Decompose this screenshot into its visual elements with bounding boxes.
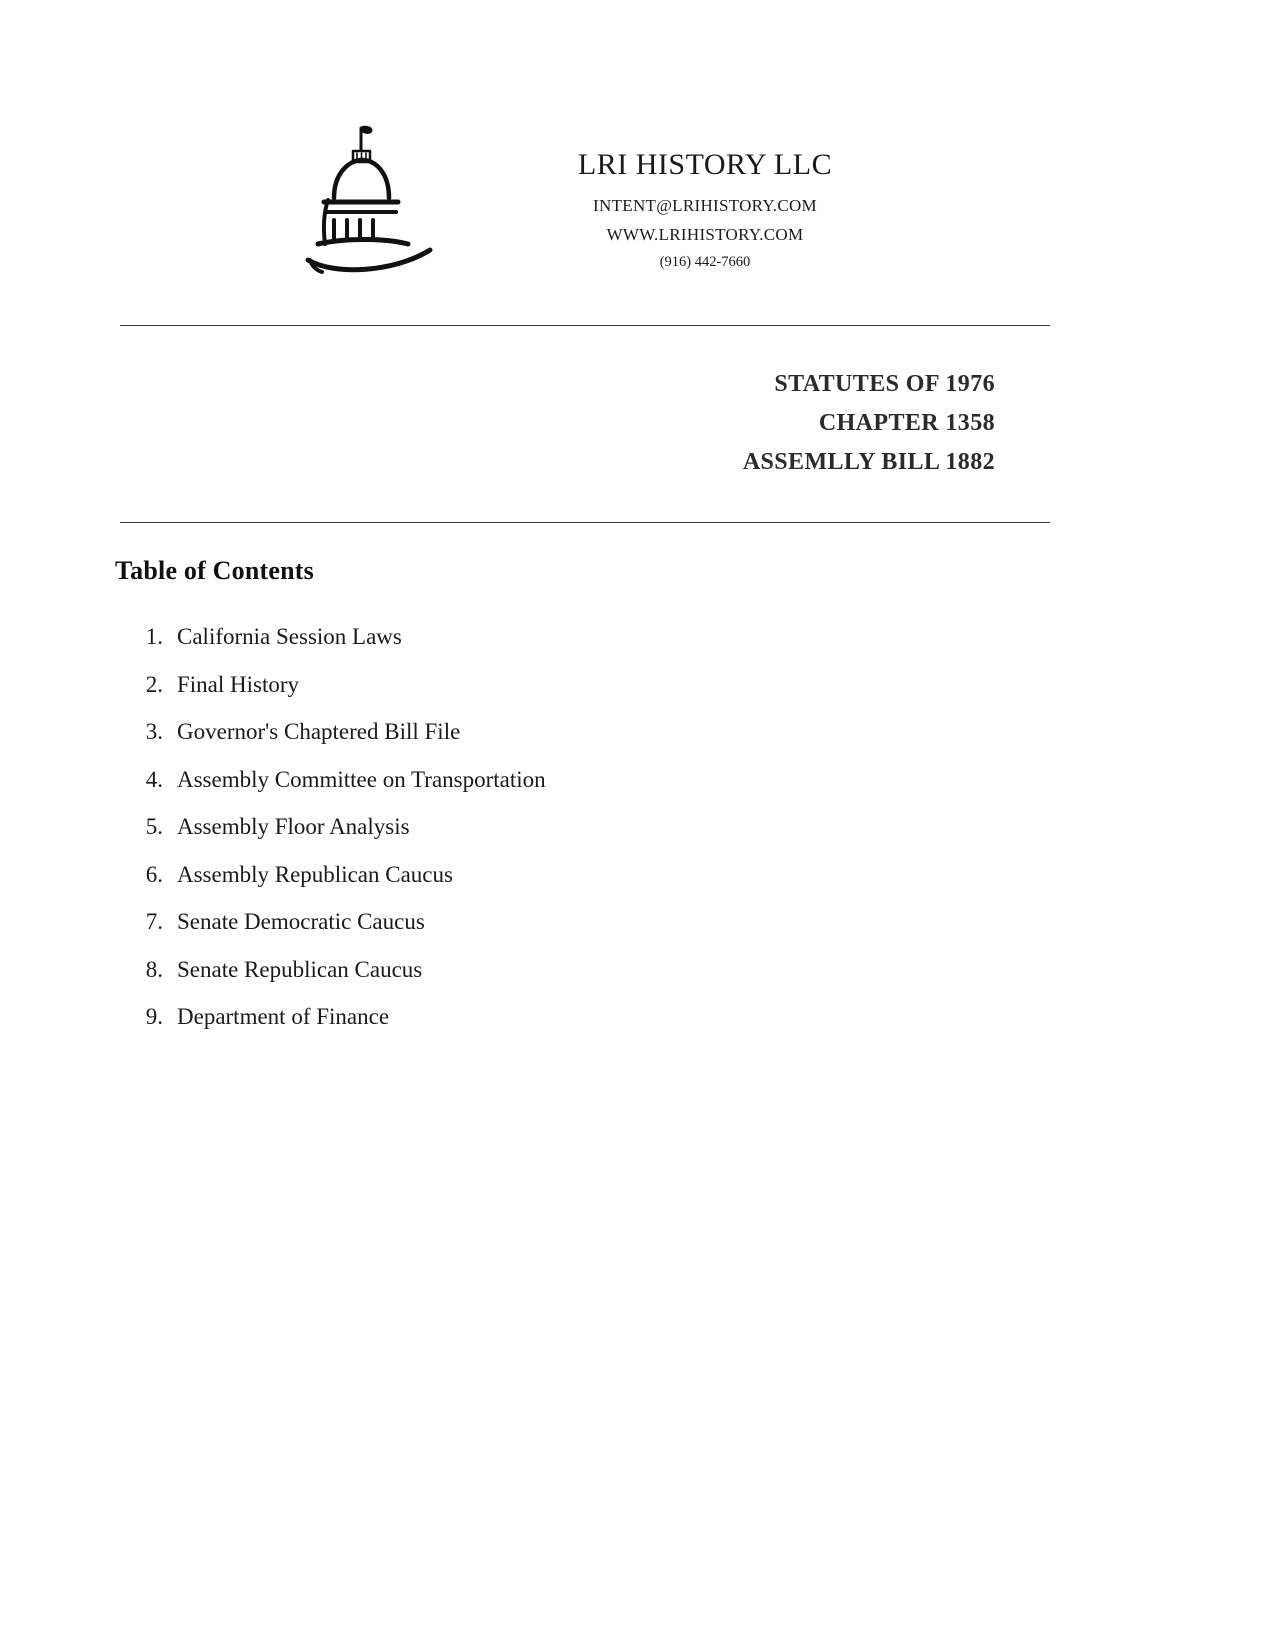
list-item-number: 5. xyxy=(145,814,163,839)
organization-website: WWW.LRIHISTORY.COM xyxy=(606,225,804,244)
table-of-contents-list xyxy=(115,613,915,1041)
organization-name: LRI HISTORY LLC xyxy=(577,148,833,181)
statutes-year: STATUTES OF 1976 xyxy=(774,371,995,397)
list-item[interactable] xyxy=(115,803,915,851)
list-item-number: 3. xyxy=(145,719,163,744)
list-item-number: 6. xyxy=(145,861,163,887)
list-item[interactable] xyxy=(115,898,915,946)
list-item[interactable] xyxy=(115,946,915,994)
letterhead xyxy=(290,120,990,295)
list-item[interactable] xyxy=(115,661,915,709)
list-item[interactable] xyxy=(115,708,915,756)
list-item[interactable] xyxy=(115,613,915,661)
list-item-number: 1. xyxy=(145,624,163,649)
list-item-label: Senate Republican Caucus xyxy=(177,956,423,982)
list-item-label: Assembly Committee on Transportation xyxy=(177,766,546,792)
bill-number: ASSEMLLY BILL 1882 xyxy=(742,449,995,475)
organization-block xyxy=(465,148,945,271)
divider-top xyxy=(120,325,1050,326)
list-item-label: Final History xyxy=(177,671,300,697)
list-item-number: 2. xyxy=(145,671,163,697)
organization-phone: (916) 442-7660 xyxy=(659,254,751,270)
list-item-label: Senate Democratic Caucus xyxy=(177,909,425,934)
list-item-label: California Session Laws xyxy=(177,624,402,649)
list-item-number: 4. xyxy=(145,766,163,792)
list-item-label: Assembly Floor Analysis xyxy=(177,814,410,839)
list-item-number: 9. xyxy=(145,1004,163,1029)
list-item-label: Governor's Chaptered Bill File xyxy=(177,719,461,744)
document-title-block xyxy=(120,365,995,482)
list-item-number: 7. xyxy=(145,909,163,934)
chapter-number: CHAPTER 1358 xyxy=(818,410,995,436)
list-item-label: Assembly Republican Caucus xyxy=(177,861,453,887)
list-item[interactable] xyxy=(115,851,915,899)
list-item-label: Department of Finance xyxy=(177,1004,390,1029)
capitol-dome-logo-icon xyxy=(290,120,440,285)
organization-email: INTENT@LRIHISTORY.COM xyxy=(593,196,817,215)
table-of-contents-heading: Table of Contents xyxy=(115,556,314,585)
list-item[interactable] xyxy=(115,993,915,1041)
divider-bottom xyxy=(120,522,1050,523)
list-item[interactable] xyxy=(115,756,915,804)
list-item-number: 8. xyxy=(145,956,163,982)
